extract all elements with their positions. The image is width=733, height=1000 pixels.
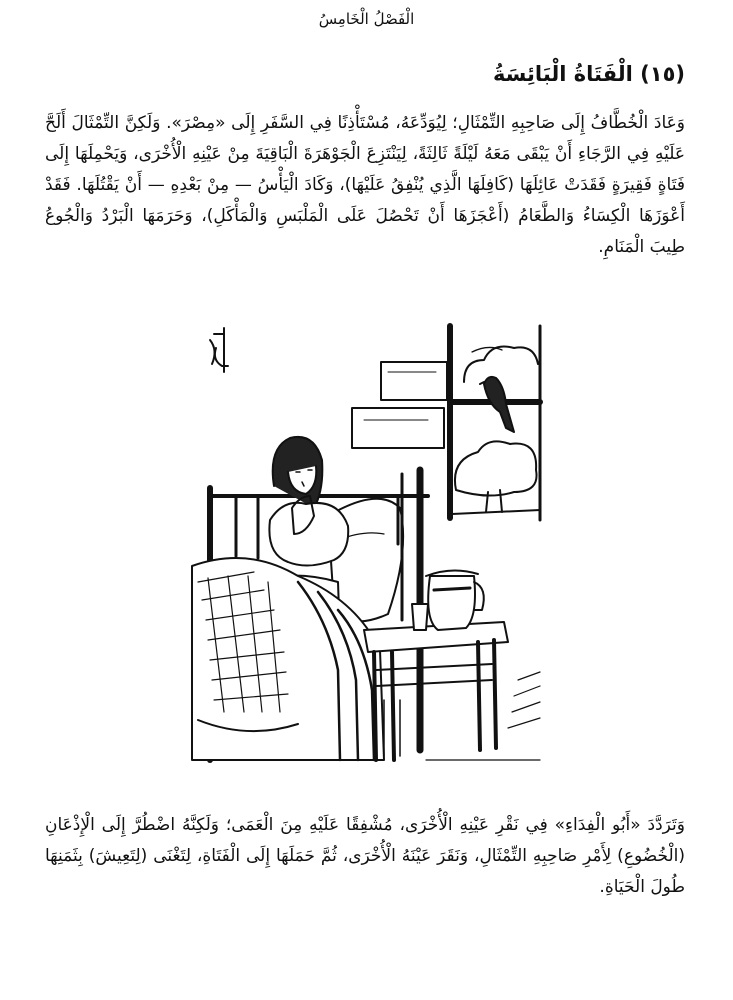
paragraph-1: وَعَادَ الْخُطَّافُ إِلَى صَاحِبِهِ التِّمْثَالِ؛ لِيُوَدِّعَهُ، مُسْتَأْذِنًا فِي السَّفَرِ إِلَى «مِصْرَ». وَلَكِنَّ التِّمْثَالَ أَلَحَّ عَلَيْهِ فِي الرَّجَاءِ أَنْ يَبْقَى مَعَهُ لَيْلَةً ثَالِثَةً، لِيَنْتَزِعَ الْجَوْهَرَةَ الْبَاقِيَةَ مِنْ عَيْنِهِ الْأُخْرَى، وَيَحْمِلَهَا إِلَى فَتَاةٍ فَقِيرَةٍ فَقَدَتْ عَائِلَهَا (كَافِلَهَا الَّذِي يُنْفِقُ عَلَيْهَا)، وَكَادَ الْيَأْسُ — مِنْ بَعْدِهِ — أَنْ يَقْتُلَهَا. فَقَدْ أَعْوَزَهَا الْكِسَاءُ وَالطَّعَامُ (أَعْجَزَهَا أَنْ تَحْصُلَ عَلَى الْمَلْبَسِ وَالْمَأْكَلِ)، وَحَرَمَهَا الْبَرْدُ وَالْجُوعُ طِيبَ الْمَنَامِ. <box>45 113 685 257</box>
paragraph-2: وَتَرَدَّدَ «أَبُو الْفِدَاءِ» فِي نَقْرِ عَيْنِهِ الْأُخْرَى، مُشْفِقًا عَلَيْهِ مِنَ الْعَمَى؛ وَلَكِنَّهُ اضْطُرَّ إِلَى الْإِذْعَانِ (الْخُضُوعِ) لِأَمْرِ صَاحِبِهِ التِّمْثَالِ، وَنَقَرَ عَيْنَهُ الْأُخْرَى، ثُمَّ حَمَلَهَا إِلَى الْفَتَاةِ، لِتَغْنَى (لِتَعِيشَ) بِثَمَنِهَا طُولَ الْحَيَاةِ. <box>45 815 685 897</box>
bedside-table <box>364 622 508 760</box>
floor-hatching <box>426 672 540 760</box>
story-illustration <box>188 320 548 766</box>
section-title: (١٥) الْفَتَاةُ الْبَائِسَةُ <box>492 62 685 86</box>
blanket <box>192 558 384 760</box>
window <box>450 326 540 520</box>
wall-bracket <box>210 328 228 372</box>
illustration-drawing <box>188 320 548 766</box>
brick-wall <box>352 362 447 448</box>
running-header: الْفَصْلُ الْخَامِسُ <box>318 10 415 28</box>
